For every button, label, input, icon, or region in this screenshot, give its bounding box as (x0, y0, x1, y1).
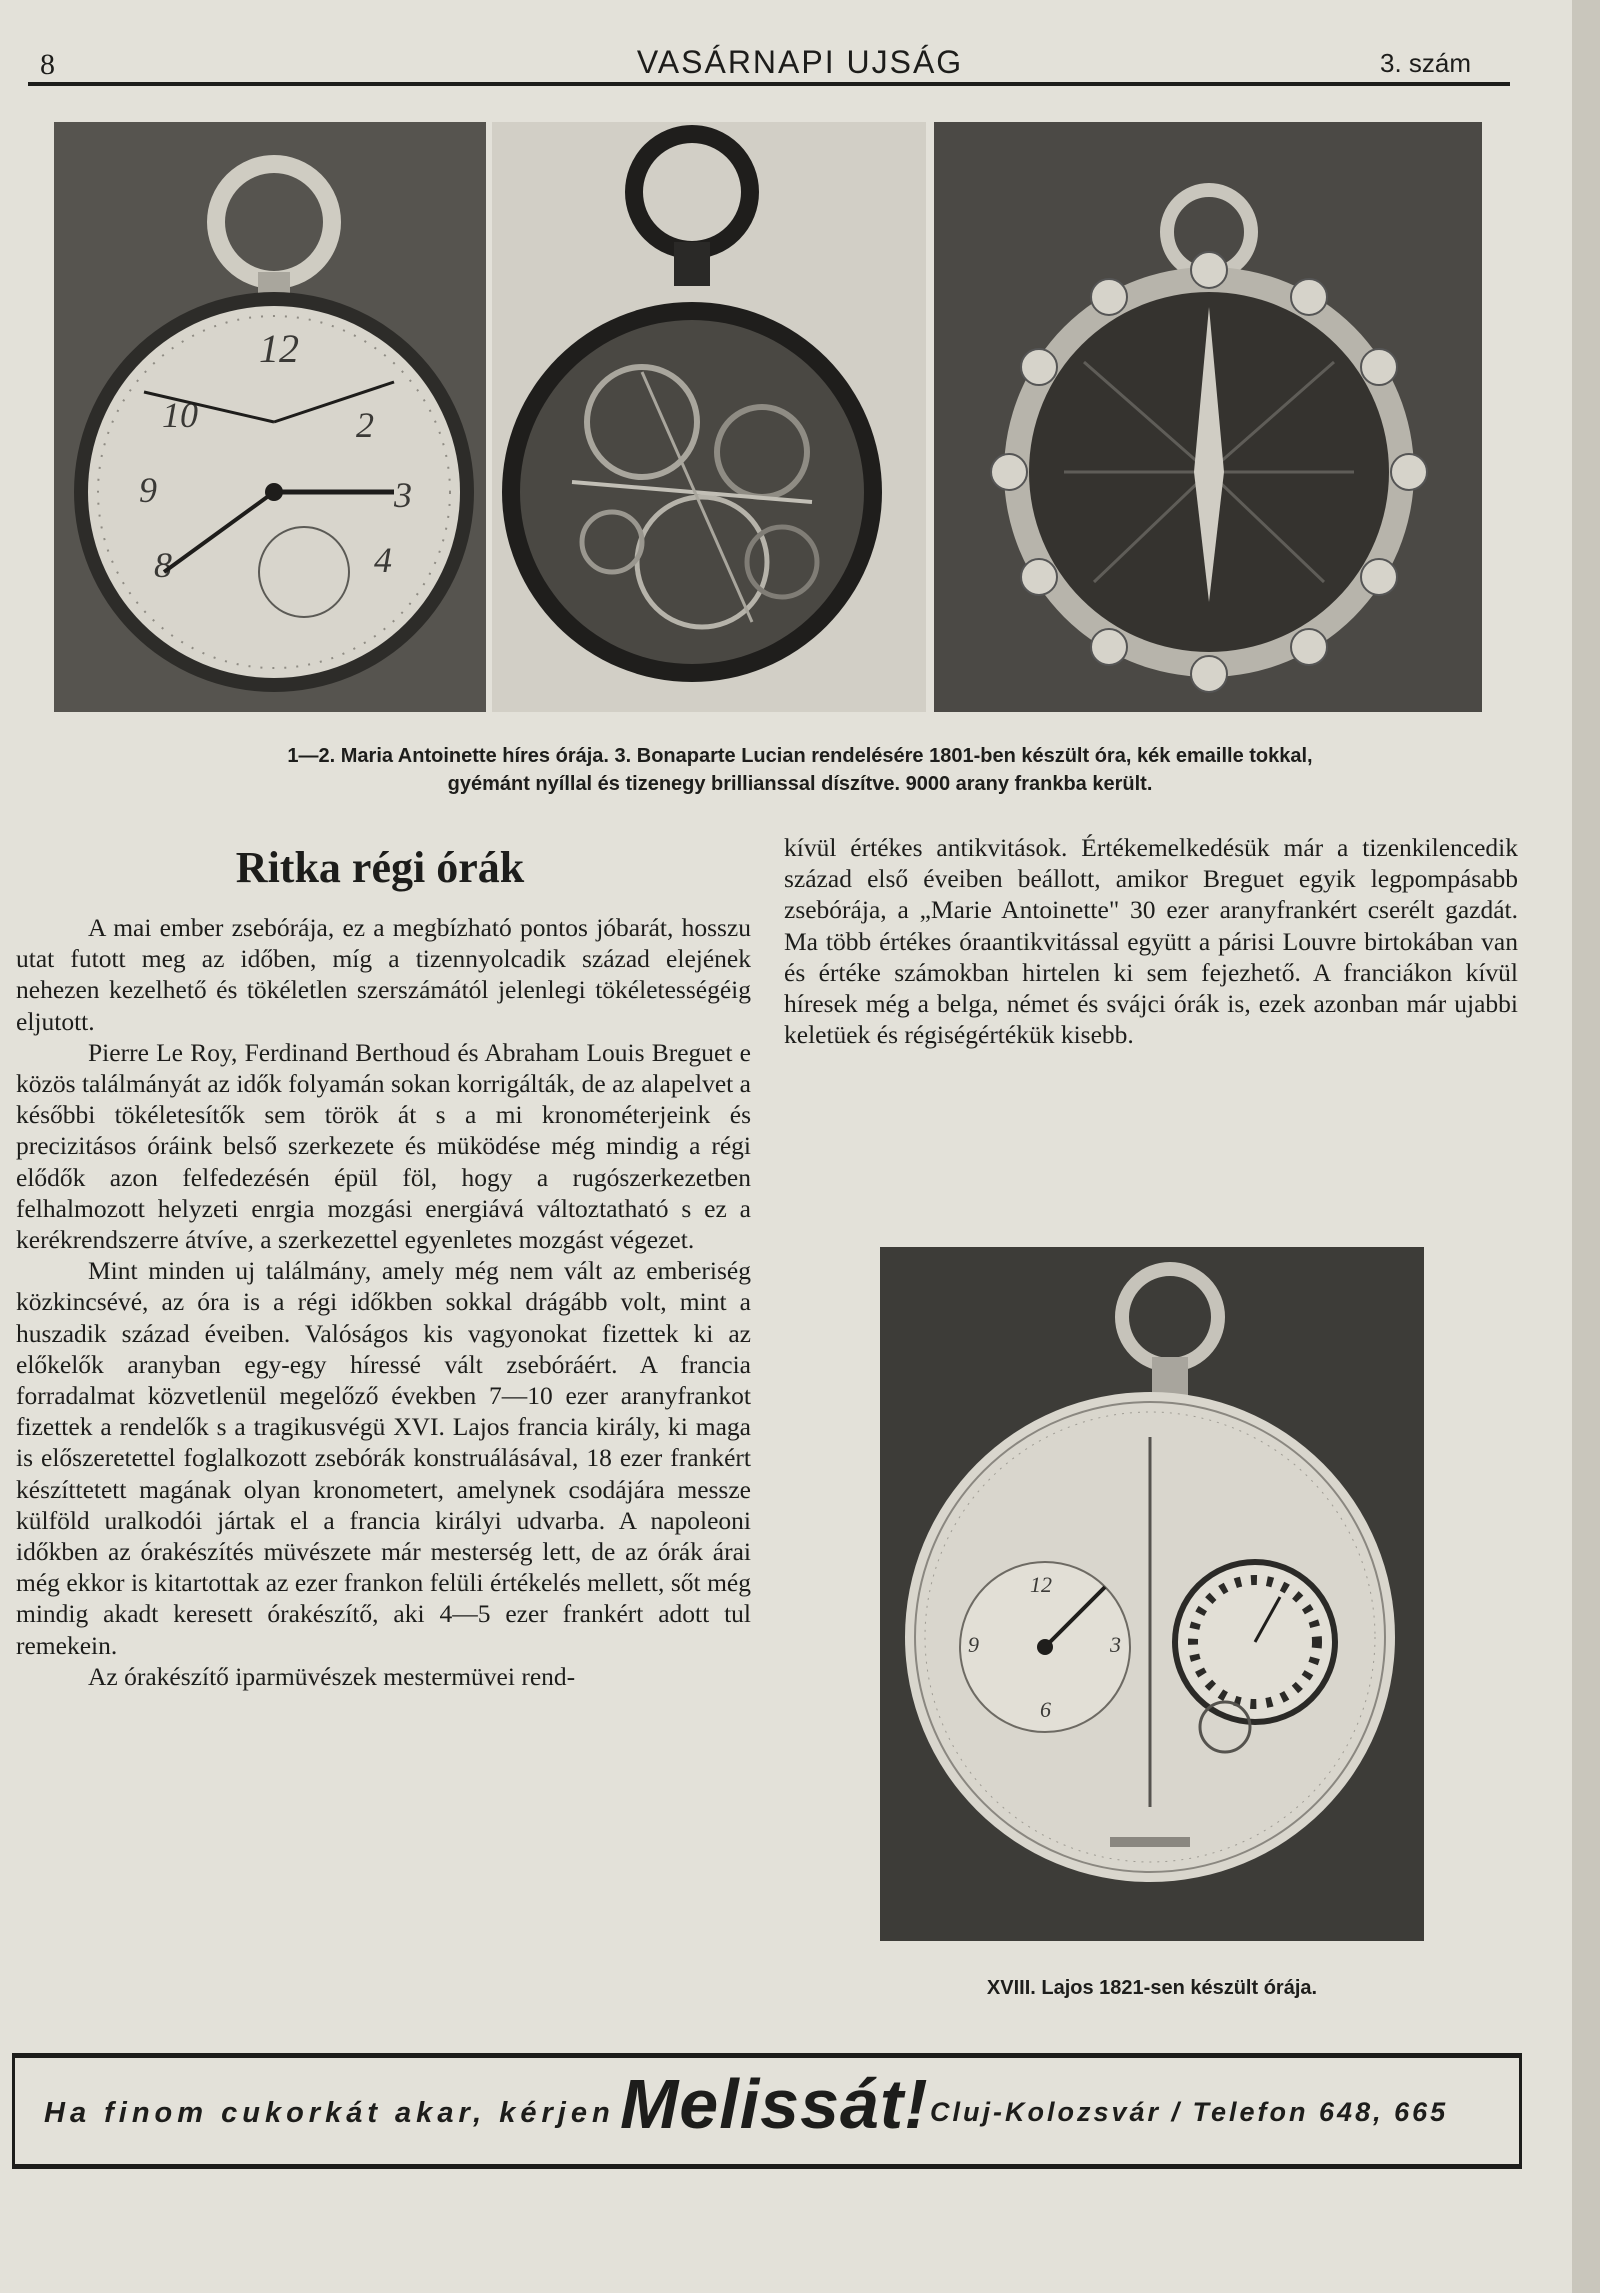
paragraph: Pierre Le Roy, Ferdinand Berthoud és Abraham Louis Breguet e közös találmányát az idők folyamán sokan korrigálták, de az alapelvet a későbbi tökéletesítők sem török át s a mi kronométerjeink és precizitásos óráink belső szerkezete és müködése még mindig a régi elődők azon felfedezésén épül föl, hogy a rugószerkezetben felhalmozott helyzeti enrgia mozgási energiává változtatható s ez a kerékrendszerre átvíve, a szerkezettel egyenletes mozgást végezet. (16, 1037, 751, 1255)
paragraph: Mint minden uj találmány, amely még nem vált az emberiség közkincsévé, az óra is a régi időkben sokkal drágább volt, mint a huszadik század éveiben. Valóságos kis vagyonokat fizettek ki az előkelők aranyban egy-egy híressé vált zsebóráért. A francia forradalmat közvetlenül megelőző években 7—10 ezer aranyfrankot fizettek a rendelők s a tragikusvégü XVI. Lajos francia király, ki maga is előszeretettel foglalkozott zsebórák konstruálásával, 18 ezer frankért készíttetett magának olyan kronometert, amelynek csodájára messze külföld uralkodói jártak el a francia királyi udvarba. A napoleoni időkben az órakészítés müvészete már mesterség lett, de az órák árai még ekkor is kitartottak az ezer frankon felüli értékelés mellett, sőt még mindig akadt keresett órakészítő, aki 4—5 ezer frankért adott tul remekein. (16, 1256, 751, 1660)
photo-enamel-case (934, 122, 1482, 712)
caption-line-1: 1—2. Maria Antoinette híres órája. 3. Bonaparte Lucian rendelésére 1801-ben készült óra, kék emaille tokkal, (287, 745, 1313, 767)
photo-caption-top (100, 742, 1500, 798)
photo-xviii-lajos-watch (880, 1247, 1424, 1941)
ad-brand: Melissát! (620, 2065, 929, 2143)
page-edge (1572, 0, 1600, 2293)
photo-caption-bottom: XVIII. Lajos 1821-sen készült órája. (986, 1977, 1318, 1999)
svg-text:6: 6 (1040, 1697, 1051, 1722)
watch-movement-illustration (492, 122, 926, 712)
svg-text:10: 10 (162, 395, 198, 435)
svg-text:3: 3 (394, 475, 412, 515)
header-rule (28, 82, 1510, 86)
photo-watch-dial (54, 122, 486, 712)
photo-watch-movement (492, 122, 926, 712)
issue-number: 3. szám (1380, 48, 1472, 78)
paragraph: Az órakészítő iparmüvészek mestermüvei rend- (88, 1661, 576, 1691)
page-number: 8 (40, 48, 55, 81)
paragraph: A mai ember zsebórája, ez a megbízható pontos jóbarát, hosszu utat futott meg az időben, míg a tizennyolcadik század elejének nehezen kezelhető és tökéletlen szerszámától jelenlegi tökéletességéig eljutott. (16, 913, 751, 1036)
svg-text:12: 12 (259, 326, 299, 371)
article-title: Ritka régi órák (235, 843, 525, 892)
watch-dial-illustration (54, 122, 486, 712)
svg-text:3: 3 (1110, 1632, 1121, 1657)
enamel-case-illustration (934, 122, 1482, 712)
svg-text:2: 2 (356, 405, 374, 445)
paragraph: kívül értékes antikvitások. Értékemelkedésük már a tizenkilencedik század első éveiben beállott, amikor Breguet egyik legpompásabb zsebórája, a „Marie Antoinette" 30 ezer aranyfrankért cserélt gazdát. Ma több értékes óraantikvitással együtt a párisi Louvre birtokában van és értéke számokban hirtelen ki sem fejezhető. A franciákon kívül híresek még a belga, német és svájci órák is, ezek azonban már ujabbi keletüek és régiségértékük kisebb. (784, 833, 1518, 1050)
ad-slogan: Ha finom cukorkát akar, kérjen (44, 2097, 615, 2129)
article-column-left (16, 912, 751, 1692)
svg-text:8: 8 (154, 545, 172, 585)
newspaper-title: VASÁRNAPI UJSÁG (636, 44, 964, 80)
caption-line-2: gyémánt nyíllal és tizenegy brillianssal díszítve. 9000 arany frankba került. (447, 773, 1153, 795)
xviii-lajos-watch-illustration (880, 1247, 1424, 1941)
ad-contact: Cluj-Kolozsvár / Telefon 648, 665 (930, 2097, 1449, 2127)
svg-text:9: 9 (139, 470, 157, 510)
svg-text:9: 9 (968, 1632, 979, 1657)
svg-text:12: 12 (1030, 1572, 1052, 1597)
svg-text:4: 4 (374, 540, 392, 580)
article-column-right (784, 832, 1518, 1050)
